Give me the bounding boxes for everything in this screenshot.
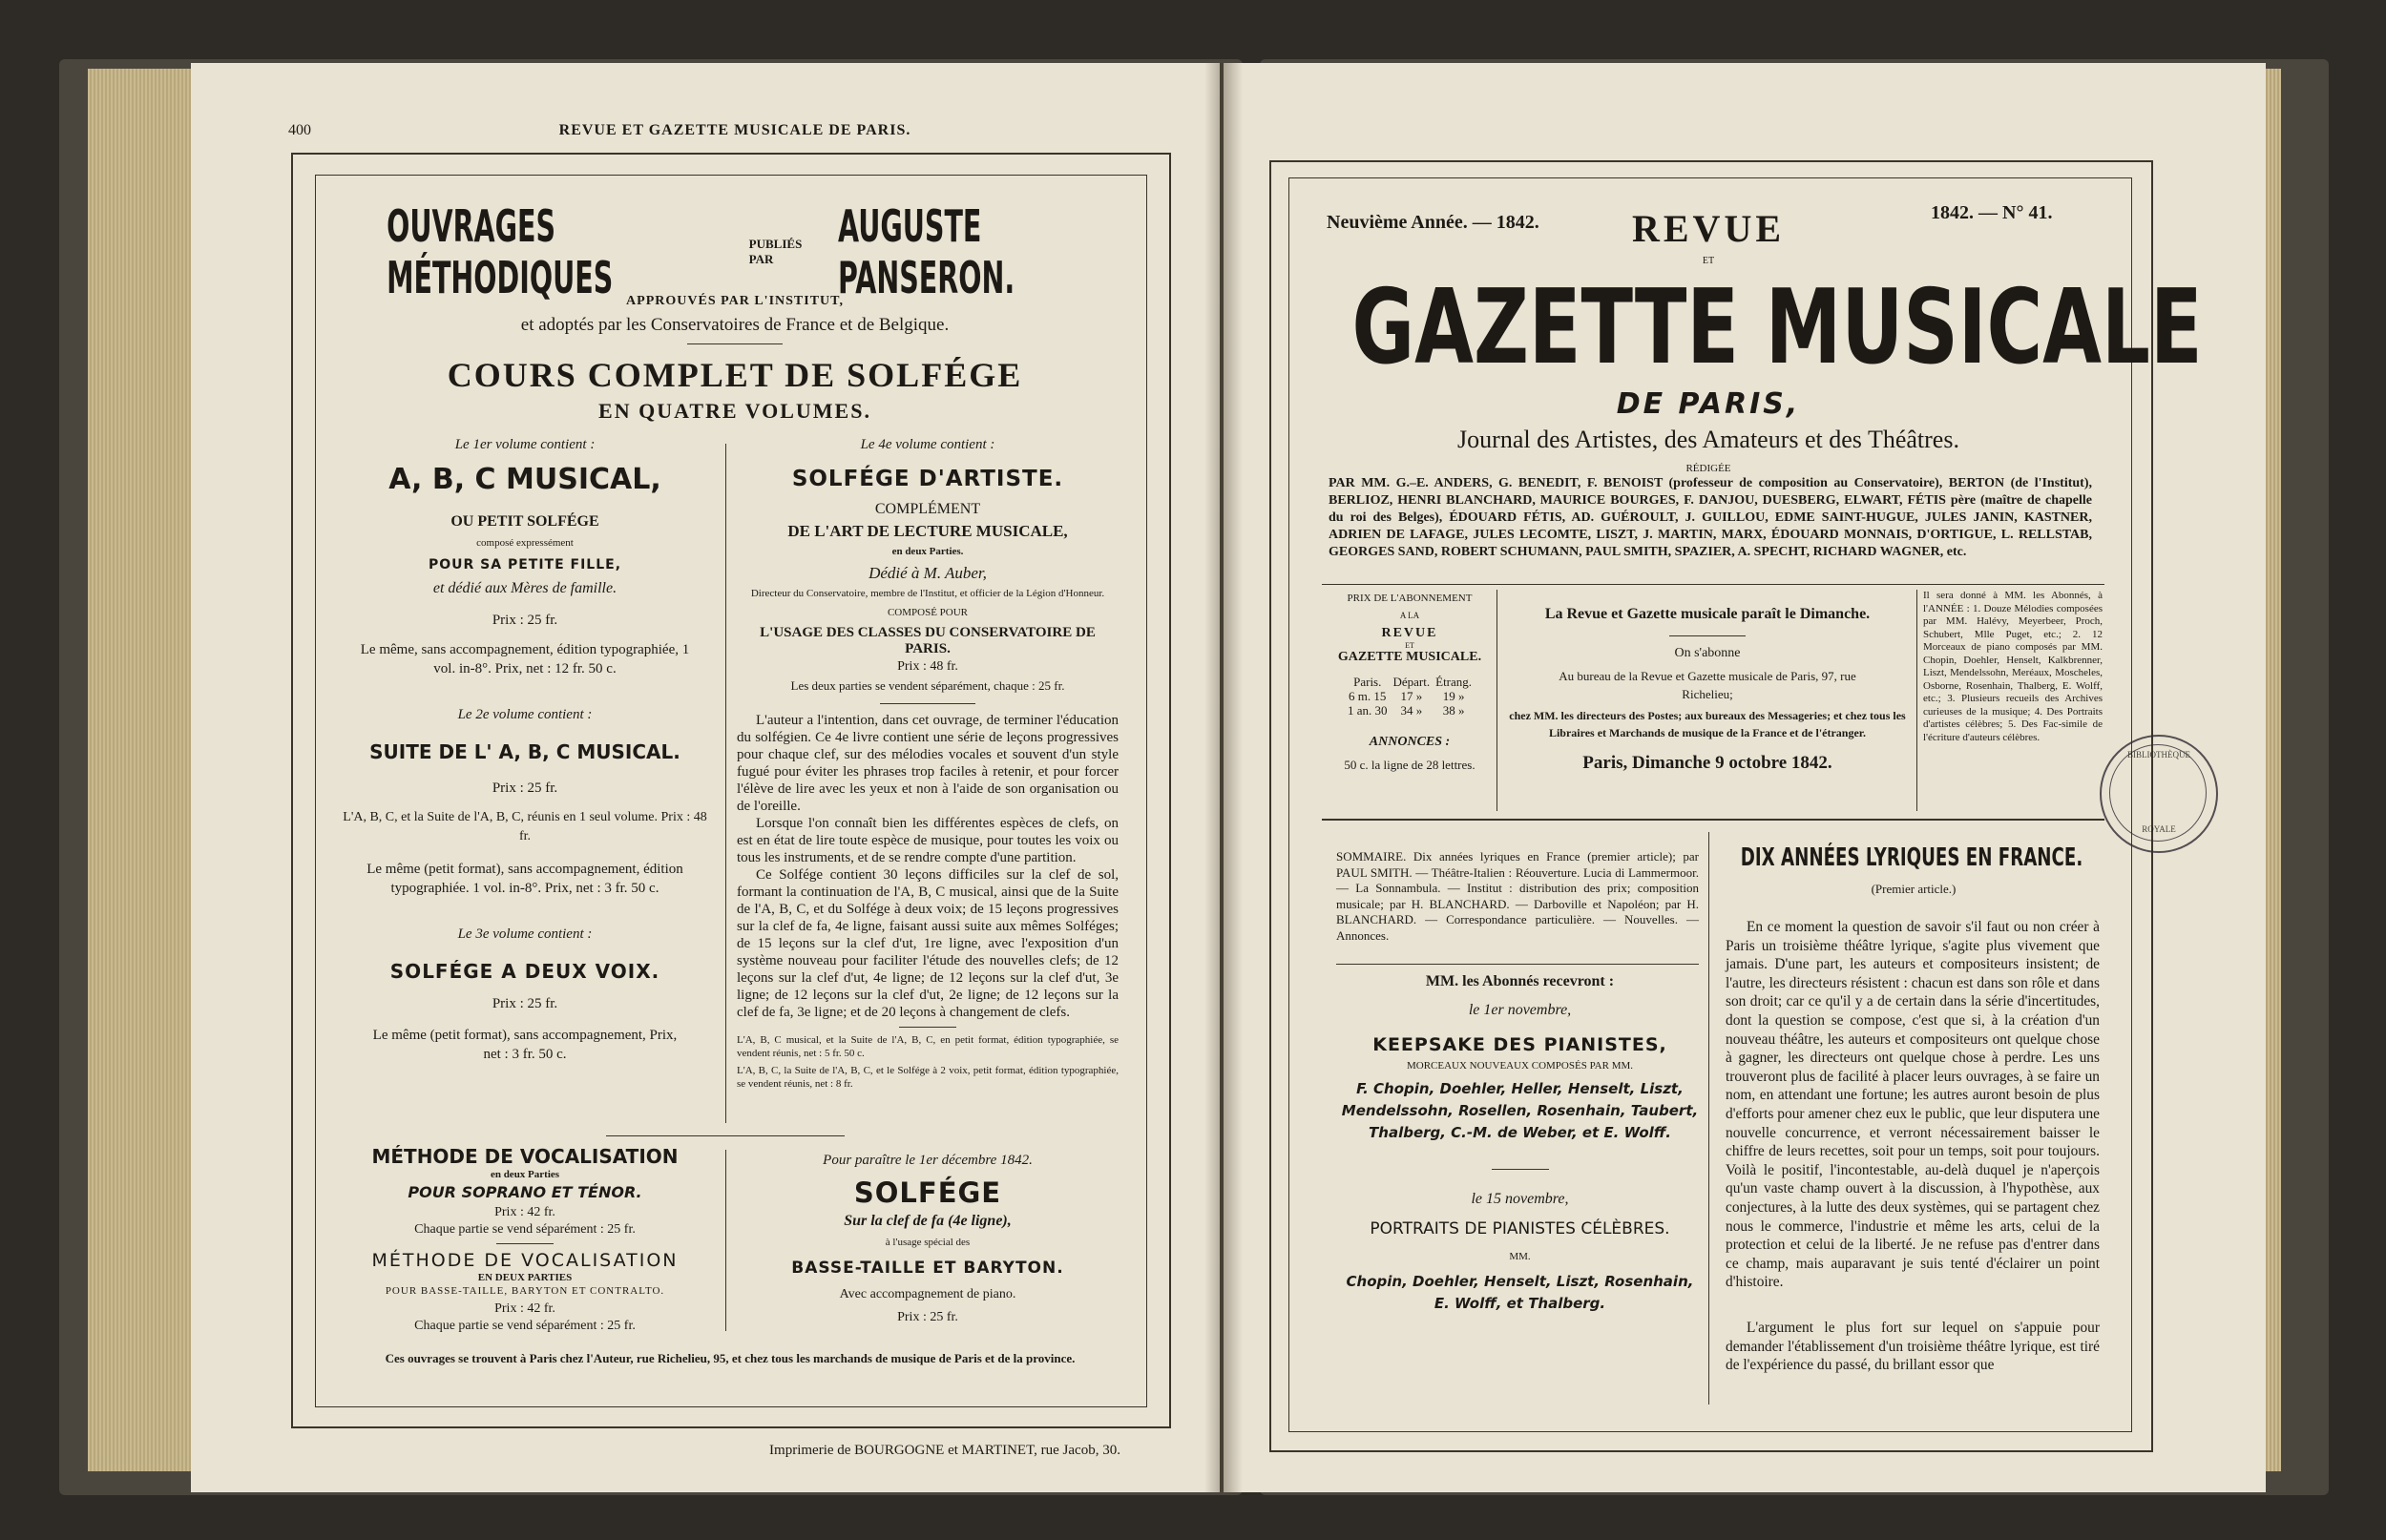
price-vol3: Prix : 25 fr. [492, 996, 558, 1011]
sub-cell: 34 » [1400, 703, 1423, 718]
paraitre: Pour paraître le 1er décembre 1842. [823, 1153, 1033, 1168]
sub-header-depart: Départ. [1392, 675, 1431, 689]
portraits-composers: Chopin, Doehler, Henselt, Liszt, Rosenhain, E. Wolff, et Thalberg. [1346, 1273, 1694, 1312]
le-1er-novembre: le 1er novembre, [1468, 1002, 1572, 1018]
complement: COMPLÉMENT [874, 501, 981, 517]
annonces-price: 50 c. la ligne de 28 lettres. [1344, 758, 1476, 772]
dedie-auber: Dédié à M. Auber, [869, 564, 987, 582]
basse-taille: BASSE-TAILLE ET BARYTON. [791, 1259, 1064, 1278]
sub-cell: 1 an. 30 [1347, 703, 1388, 718]
solfege-title: SOLFÉGE [853, 1176, 1002, 1209]
usage-classes: L'USAGE DES CLASSES DU CONSERVATOIRE DE PARIS. [760, 625, 1096, 656]
article-title [1716, 843, 2107, 876]
page-number: 400 [288, 122, 311, 138]
paragraph-3: Ce Solfége contient 30 leçons difficiles sur la clef de sol, formant la continuation de l'A, B, C musical, ainsi que de la Suite de l'A, B, C, et du Solfége à deux voix; de 15 leçons progressives sur la clef de fa, 4e ligne, faisant aussi suite aux mêmes Solféges; de 15 leçons sur la clef d'ut, 1re ligne, avec l'exposition d'un système nouveau pour faciliter l'étude des nouvelles clefs; de 12 leçons sur la clef d'ut, 4e ligne; de 12 leçons sur la clef d'ut, 3e ligne; de 12 leçons sur la clef d'ut, 2e ligne; de 12 leçons sur la clef de fa, 3e ligne; et de 20 leçons à changement de clefs. [737, 867, 1119, 1020]
pour-sa-fille: POUR SA PETITE FILLE, [428, 557, 622, 572]
price-solfege: Prix : 25 fr. [897, 1310, 958, 1324]
artiste-title: SOLFÉGE D'ARTISTE. [791, 467, 1064, 491]
sub-cell: 38 » [1442, 703, 1465, 718]
compose-expressement: composé expressément [476, 537, 574, 549]
clef-fa: Sur la clef de fa (4e ligne), [844, 1213, 1012, 1229]
annonces: ANNONCES : [1369, 735, 1451, 749]
issue-date: Paris, Dimanche 9 octobre 1842. [1582, 753, 1832, 773]
methode-1-voices: POUR SOPRANO ET TÉNOR. [408, 1183, 642, 1201]
vol2-reunis: L'A, B, C, et la Suite de l'A, B, C, réunis en 1 seul volume. Prix : 48 fr. [343, 810, 707, 843]
methode-2-price: Prix : 42 fr. [494, 1301, 555, 1316]
parait-dimanche: La Revue et Gazette musicale paraît le Dimanche. [1544, 606, 1871, 622]
vol3-intro: Le 3e volume contient : [457, 926, 593, 942]
methode-1-price: Prix : 42 fr. [494, 1205, 555, 1219]
vol1-same: Le même, sans accompagnement, édition typographiée, 1 vol. in-8°. Prix, net : 12 fr. 50 c. [360, 642, 690, 676]
portraits-title: PORTRAITS DE PIANISTES CÉLÈBRES. [1370, 1219, 1670, 1238]
page-edges-left [88, 69, 202, 1471]
vol3-same: Le même (petit format), sans accompagnement, Prix, net : 3 fr. 50 c. [372, 1028, 678, 1062]
le-15-novembre: le 15 novembre, [1471, 1191, 1569, 1207]
methode-2-parts: EN DEUX PARTIES [477, 1272, 573, 1283]
sub-header-etrang: Étrang. [1435, 675, 1473, 689]
title-main: OUVRAGES MÉTHODIQUES [387, 200, 614, 303]
side-note: Il sera donné à MM. les Abonnés, à l'ANNÉE : 1. Douze Mélodies composées par MM. Halévy, Meyerbeer, Proch, Schubert, Mlle Puget, etc.; 2. 12 Morceaux de piano composés par MM. Chopin, Doehler, Henselt, Kalkbrenner, Liszt, Mendelssohn, Meréaux, Moscheles, Osborne, Rosenhain, Thalberg, E. Wolff, etc.; 3. Plusieurs recueils des Archives curieuses de la musique; 4. Des Portraits d'artistes célèbres; 5. Des Fac-simile de l'écriture d'auteurs célèbres. [1923, 590, 2103, 743]
vol4-intro: Le 4e volume contient : [860, 437, 995, 452]
vol2-same: Le même (petit format), sans accompagnement, édition typographiée. 1 vol. in-8°. Prix, net : 3 fr. 50 c. [366, 862, 683, 896]
stamp-bottom: ROYALE [2142, 824, 2176, 834]
directeur-line: Directeur du Conservatoire, membre de l'Institut, et officier de la Légion d'Honneur. [750, 588, 1105, 599]
gazette-musicale: GAZETTE MUSICALE [1351, 268, 2203, 387]
journal-subtitle: Journal des Artistes, des Amateurs et des Théâtres. [1457, 426, 1959, 453]
note-1: L'A, B, C musical, et la Suite de l'A, B, C, en petit format, édition typographiée, se vendent réunis, net : 5 fr. 50 c. [737, 1034, 1119, 1059]
annee: Neuvième Année. — 1842. [1327, 212, 1539, 233]
sub-cell: 17 » [1400, 689, 1423, 703]
chez-directeurs: chez MM. les directeurs des Postes; aux bureaux des Messageries; et chez tous les Libraires et Marchands de musique de la France et de l'étranger. [1509, 709, 1906, 739]
contributors: PAR MM. G.–E. ANDERS, G. BENEDIT, F. BENOIST (professeur de composition au Conservatoire), BERTON (de l'Institut), BERLIOZ, HENRI BLANCHARD, MAURICE BOURGES, F. DANJOU, DUESBERG, ELWART, FÉTIS père (maître de chapelle du roi des Belges), ÉDOUARD FÉTIS, AD. GUÉROULT, J. GUILLOU, EDME SAINT-HUGUE, JULES JANIN, KASTNER, ADRIEN DE LAFAGE, JULES LECOMTE, LISZT, J. MARTIN, MARX, ÉDOUARD MONNAIS, D'ORTIGUE, L. RELLSTAB, GEORGES SAND, ROBERT SCHUMANN, PAUL SMITH, SPAZIER, A. SPECHT, RICHARD WAGNER, etc. [1329, 476, 2092, 559]
usage-special: à l'usage spécial des [885, 1237, 971, 1248]
morceaux: MORCEAUX NOUVEAUX COMPOSÉS PAR MM. [1406, 1060, 1634, 1072]
title-pub: PUBLIÉS PAR [748, 237, 803, 266]
portraits-mm: MM. [1509, 1251, 1531, 1262]
article-paragraph-2: L'argument le plus fort sur lequel on s'appuie pour demander l'établissement d'un troisième théâtre lyrique, est tiré de l'expérience du passé, du brillant essor que [1726, 1320, 2100, 1374]
methode-1-parts: en deux Parties [490, 1169, 560, 1180]
volumes-heading: EN QUATRE VOLUMES. [598, 399, 871, 423]
prix-abonnement: PRIX DE L'ABONNEMENT [1347, 593, 1473, 604]
sommaire: SOMMAIRE. Dix années lyriques en France (premier article); par PAUL SMITH. — Théâtre-Italien : Réouverture. Lucia di Lammermoor. — La Sonnambula. — Institut : distribution des prix; composition musicale; par H. BLANCHARD. — Darboville et Napoléon; par H. BLANCHARD. — Correspondance particulière. — Nouvelles. — Annonces. [1336, 849, 1699, 943]
sub-cell: 6 m. 15 [1349, 689, 1387, 703]
library-stamp [2100, 735, 2218, 853]
ad-footer: Ces ouvrages se trouvent à Paris chez l'Auteur, rue Richelieu, 95, et chez tous les marchands de musique de Paris et de la province. [385, 1351, 1076, 1365]
avec-accompagnement: Avec accompagnement de piano. [839, 1287, 1016, 1301]
numero: 1842. — N° 41. [1931, 202, 2053, 223]
a-la: A LA [1399, 611, 1420, 620]
paragraph-1: L'auteur a l'intention, dans cet ouvrage, de terminer l'éducation du solfégien. Ce 4e livre contient une série de leçons progressives pour chaque clef, sur des mélodies vocales et souvent d'un style fugué pour éviter les phrases trop faciles à retenir, et pour forcer l'élève de lire avec les yeux et non à l'aide de son organisation ou de l'oreille. [737, 713, 1119, 814]
et-word: ET [1702, 256, 1715, 266]
methode-1-sep: Chaque partie se vend séparément : 25 fr. [414, 1222, 636, 1237]
keepsake-composers: F. Chopin, Doehler, Heller, Henselt, Liszt, Mendelssohn, Rosellen, Rosenhain, Taubert, Thalberg, C.-M. de Weber, et E. Wolff. [1341, 1080, 1699, 1141]
article-paragraph-1: En ce moment la question de savoir s'il faut ou non créer à Paris un troisième théâtre lyrique, s'agite plus vivement que jamais. D'une part, les auteurs et compositeurs insistent; de l'autre, les directeurs résistent : chacun est dans son rôle et dans son droit; car ce qu'il y a de certain dans la série d'incertitudes, dont la question se compose, c'est que si, à la création d'un nouveau théâtre, les auteurs et compositeurs ont quelque chose à gagner, les directeurs ont quelque chose à perdre. Les uns trouveront plus de facilité à placer leurs ouvrages, à se faire un nom, en attendant une fortune; les autres auront besoin de plus d'efforts pour amener chez eux le public, que leur disputera une nouvelle concurrence, et verront nécessairement baisser le chiffre de leurs recettes, soit pour un temps, soit pour toujours. Voilà le positif, l'incontestable, au-delà duquel je n'aperçois qu'un vaste champ ouvert à la discussion, à l'hypothèse, aux conjectures, à la lutte des deux systèmes, qui se partagent chez nous le commerce, l'industrie et même les arts, celui de la protection et celui de la liberté. Je ne refuse pas d'entrer dans ce champ, mais auparavant je suis tenté d'éclairer un point d'histoire. [1726, 919, 2100, 1291]
compose-pour: COMPOSÉ POUR [887, 607, 969, 618]
bureau: Au bureau de la Revue et Gazette musicale de Paris, 97, rue Richelieu; [1559, 669, 1856, 701]
abonnes-recevront: MM. les Abonnés recevront : [1425, 973, 1615, 989]
sub-cell: 19 » [1442, 689, 1465, 703]
sub-et: ET [1405, 641, 1414, 650]
adopted-line: et adoptés par les Conservatoires de France et de Belgique. [520, 315, 950, 335]
dedie-meres: et dédié aux Mères de famille. [432, 580, 617, 596]
running-head: REVUE ET GAZETTE MUSICALE DE PARIS. [558, 122, 911, 138]
abc-title: A, B, C MUSICAL, [388, 463, 661, 496]
cours-heading: COURS COMPLET DE SOLFÉGE [447, 356, 1023, 394]
article-title-text: DIX ANNÉES LYRIQUES EN FRANCE. [1740, 843, 2083, 872]
vol1-intro: Le 1er volume contient : [454, 437, 596, 452]
gazette-title [1317, 268, 2203, 387]
methode-2-sep: Chaque partie se vend séparément : 25 fr. [414, 1319, 636, 1333]
article-subtitle: (Premier article.) [1871, 882, 1957, 896]
on-abonne: On s'abonne [1674, 646, 1741, 660]
sub-header-paris: Paris. [1353, 675, 1382, 689]
vol2-intro: Le 2e volume contient : [457, 707, 593, 722]
gutter-shadow [1204, 63, 1243, 1492]
sub-gazette: GAZETTE MUSICALE. [1337, 650, 1482, 664]
approved-line: APPROUVÉS PAR L'INSTITUT, [626, 294, 844, 308]
de-paris: DE PARIS, [1616, 387, 1801, 421]
separement: Les deux parties se vendent séparément, chaque : 25 fr. [790, 678, 1065, 693]
price-vol1: Prix : 25 fr. [492, 613, 558, 628]
revue-word: REVUE [1631, 207, 1786, 250]
deux-parties: en deux Parties. [891, 546, 964, 557]
title-author: AUGUSTE PANSERON. [837, 200, 1015, 303]
keepsake-title: KEEPSAKE DES PIANISTES, [1372, 1034, 1667, 1055]
lecture-musicale: DE L'ART DE LECTURE MUSICALE, [787, 522, 1068, 540]
redigee: RÉDIGÉE [1685, 463, 1731, 474]
methode-1-title: MÉTHODE DE VOCALISATION [371, 1145, 679, 1168]
imprint: Imprimerie de BOURGOGNE et MARTINET, rue Jacob, 30. [769, 1443, 1120, 1458]
price-vol2: Prix : 25 fr. [492, 780, 558, 796]
methode-2-title: MÉTHODE DE VOCALISATION [371, 1250, 679, 1271]
sub-revue: REVUE [1381, 626, 1438, 640]
suite-title: SUITE DE L' A, B, C MUSICAL. [369, 740, 680, 763]
deux-voix-title: SOLFÉGE A DEUX VOIX. [389, 960, 660, 983]
methode-2-voices: POUR BASSE-TAILLE, BARYTON ET CONTRALTO. [385, 1285, 665, 1297]
paragraph-2: Lorsque l'on connaît bien les différentes espèces de clefs, on est en état de lire toute espèce de musique, pour toutes les voix ou tous les instruments, et de se rendre compte d'une partition. [737, 816, 1119, 865]
subscription-table [1345, 675, 1475, 718]
stamp-top: BIBLIOTHÈQUE [2127, 750, 2190, 760]
note-2: L'A, B, C, la Suite de l'A, B, C, et le Solfége à 2 voix, petit format, édition typographiée, se vendent réunis, net : 8 fr. [737, 1065, 1119, 1090]
price-vol4: Prix : 48 fr. [897, 659, 958, 674]
petit-solfege: OU PETIT SOLFÉGE [450, 513, 599, 530]
